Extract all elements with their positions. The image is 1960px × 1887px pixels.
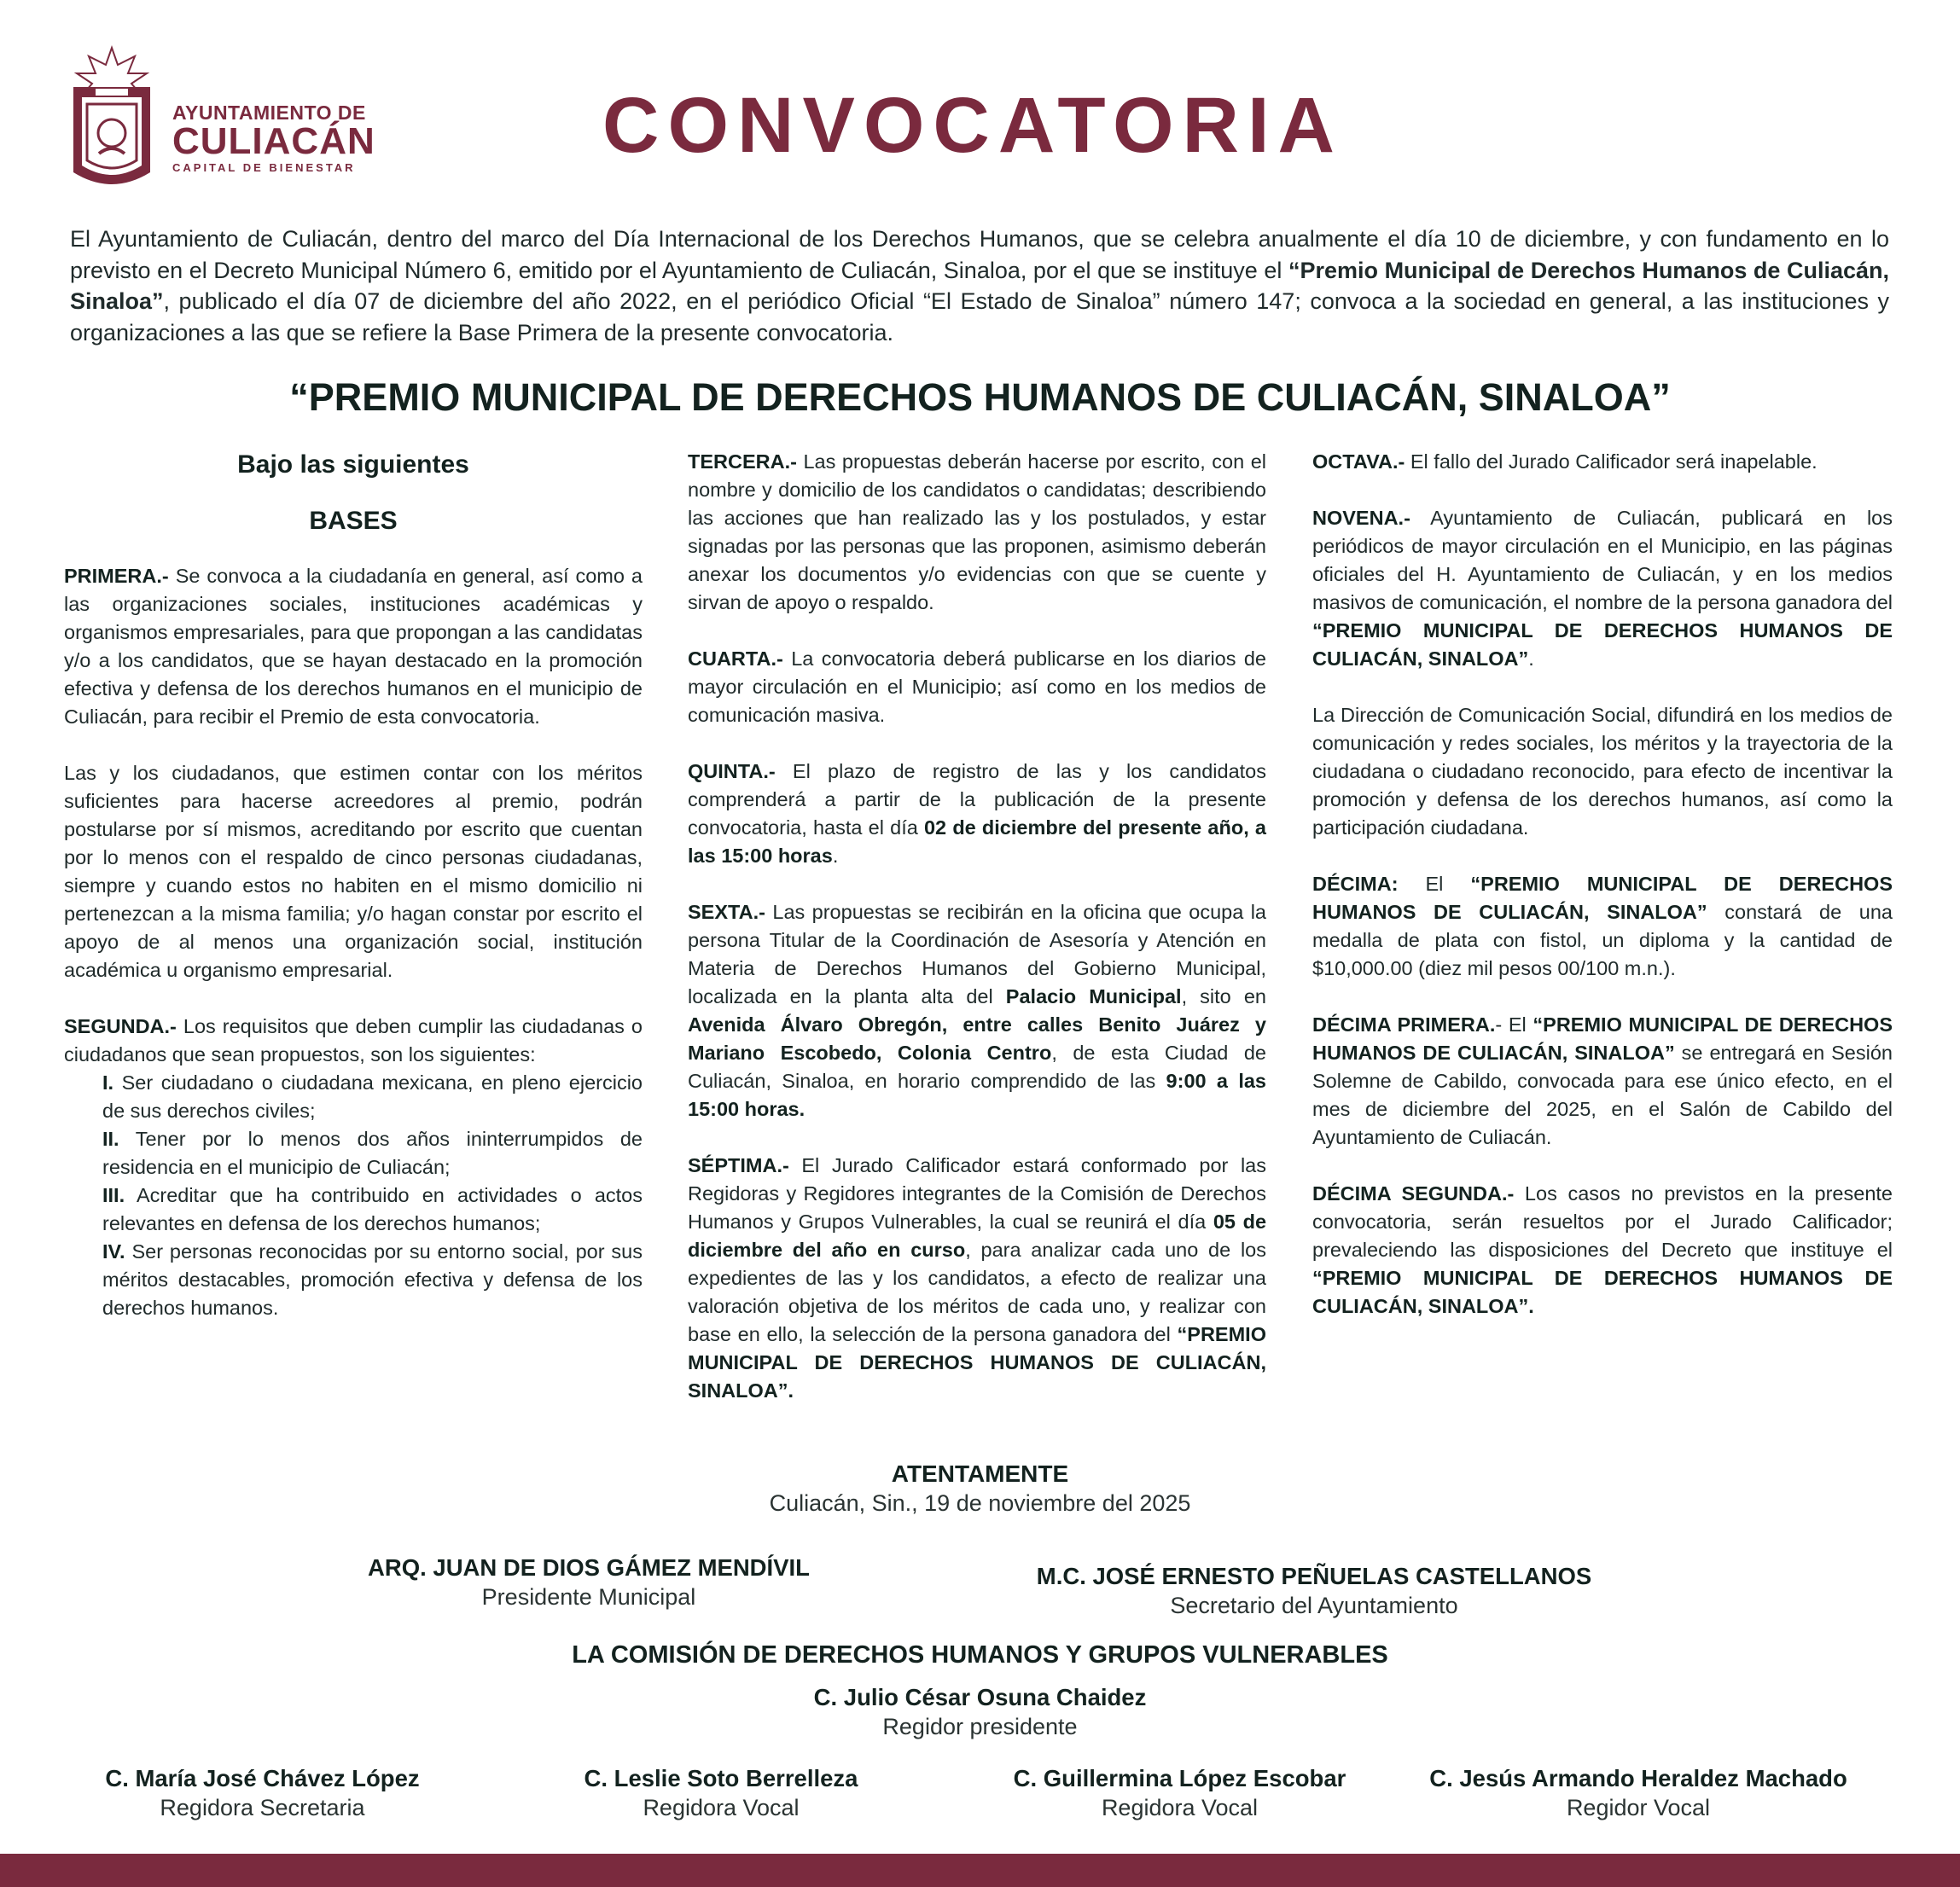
signatory-role: Presidente Municipal: [481, 1584, 696, 1610]
base-text: Las propuestas se recibirán en la oficina que ocupa la persona Titular de la Coordinación de Asesoría y Atención en Materia de Derechos Humanos del Gobierno Municipal, localizada en la planta alta del: [688, 901, 1266, 1007]
prize-name: “PREMIO MUNICIPAL DE DERECHOS HUMANOS DE CULIACÁN, SINALOA”.: [688, 1323, 1266, 1402]
signatory-role: Regidor Vocal: [1566, 1795, 1711, 1820]
bases-heading: BASES: [309, 507, 398, 535]
list-item-number: II.: [102, 1128, 119, 1150]
base-label: QUINTA.-: [688, 760, 776, 782]
coat-of-arms-icon: [65, 44, 159, 194]
base-text: Los requisitos que deben cumplir las ciudadanas o ciudadanos que sean propuestos, son los siguientes:: [64, 1015, 643, 1065]
closing-place-date: Culiacán, Sin., 19 de noviembre del 2025: [769, 1490, 1191, 1516]
intro-prize-name: “Premio Municipal de Derechos Humanos de Culiacán, Sinaloa”: [70, 257, 1889, 314]
base-label: DÉCIMA PRIMERA.: [1312, 1013, 1496, 1036]
requirements-list: [64, 1069, 643, 1322]
column-bases-2: [688, 448, 1266, 1433]
base-septima: [688, 1152, 1266, 1405]
base-text: La convocatoria deberá publicarse en los diarios de mayor circulación en el Municipio; así como en los medios de comunicación masiva.: [688, 647, 1266, 726]
logo-wordmark: [172, 102, 375, 176]
logo-line-3: CAPITAL DE BIENESTAR: [172, 161, 356, 174]
intro-text-rest: , publicado el día 07 de diciembre del año 2022, en el periódico Oficial “El Estado de Sinaloa” número 147; convoca a la sociedad en general, a las instituciones y organizaciones a las que se refiere la Base Primera de la presente convocatoria.: [70, 288, 1889, 345]
prize-title: “PREMIO MUNICIPAL DE DERECHOS HUMANOS DE CULIACÁN, SINALOA”: [289, 375, 1671, 419]
base-text-end: .: [832, 845, 839, 867]
column-bases-1: [64, 448, 643, 1322]
base-text: Se convoca a la ciudadanía en general, así como a las organizaciones sociales, instituciones académicas y organismos empresariales, para que propongan a las candidatas y/o a los candidatos, que se hayan destacado en la promoción efectiva y defensa de los derechos humanos en el municipio de Culiacán, para recibir el Premio de esta convocatoria.: [64, 565, 643, 728]
base-label: SEGUNDA.-: [64, 1015, 177, 1037]
venue-address: Avenida Álvaro Obregón, entre calles Benito Juárez y Mariano Escobedo, Colonia Centro: [688, 1013, 1266, 1064]
base-text: - El: [1495, 1013, 1533, 1036]
base-text: Los casos no previstos en la presente convocatoria, serán resueltos por el Jurado Calificador; prevaleciendo las disposiciones del Decreto que instituye el: [1312, 1182, 1893, 1261]
signatory-name: C. Julio César Osuna Chaidez: [813, 1684, 1147, 1710]
column-bases-3: [1312, 448, 1893, 1349]
base-cuarta: [688, 645, 1266, 729]
list-item: [102, 1125, 643, 1182]
base-decima-segunda: [1312, 1180, 1893, 1321]
signatory-role: Regidor presidente: [882, 1714, 1078, 1739]
base-text: se entregará en Sesión Solemne de Cabildo, convocada para ese único efecto, en el mes de diciembre del 2025, en el Salón de Cabildo del Ayuntamiento de Culiacán.: [1312, 1042, 1893, 1148]
base-primera: [64, 562, 643, 731]
base-octava: [1312, 448, 1893, 476]
base-text: , de esta Ciudad de Culiacán, Sinaloa, en horario comprendido de las: [688, 1042, 1266, 1092]
base-segunda: [64, 1013, 643, 1069]
base-text: El fallo del Jurado Calificador será inapelable.: [1405, 450, 1818, 473]
base-label: SEXTA.-: [688, 901, 765, 923]
closing-atentamente: ATENTAMENTE: [891, 1460, 1069, 1487]
meeting-date: 05 de diciembre del año en curso: [688, 1211, 1267, 1261]
list-item-text: Tener por lo menos dos años ininterrumpidos de residencia en el municipio de Culiacán;: [102, 1128, 643, 1178]
list-item: [102, 1182, 643, 1238]
base-text: El: [1398, 873, 1471, 895]
list-item-text: Ser ciudadano o ciudadana mexicana, en pleno ejercicio de sus derechos civiles;: [102, 1071, 643, 1122]
signature-secretary: [990, 1562, 1638, 1620]
base-novena: [1312, 504, 1893, 673]
deadline-date: 02 de diciembre del presente año, a las 15:00 horas: [688, 816, 1266, 867]
list-item: [102, 1238, 643, 1322]
signatory-role: Regidora Vocal: [1101, 1795, 1259, 1820]
base-text: Ayuntamiento de Culiacán, publicará en los periódicos de mayor circulación en el Municipio, en las páginas oficiales del H. Ayuntamiento de Culiacán, y en los medios masivos de comunicación, el nombre de la persona ganadora del: [1312, 507, 1893, 613]
footer-bar: [0, 1854, 1960, 1887]
base-label: CUARTA.-: [688, 647, 783, 670]
base-sexta: [688, 898, 1266, 1123]
closing-block: [0, 1460, 1960, 1518]
signature-member: [964, 1764, 1395, 1822]
signature-member: [51, 1764, 474, 1822]
bases-intro-heading: Bajo las siguientes: [237, 450, 469, 479]
ayuntamiento-logo: [65, 44, 389, 196]
base-label: NOVENA.-: [1312, 507, 1410, 529]
logo-line-1: AYUNTAMIENTO DE: [172, 102, 366, 124]
base-text-end: .: [1528, 647, 1534, 670]
signatory-name: C. Guillermina López Escobar: [1013, 1765, 1346, 1791]
signature-member: [512, 1764, 930, 1822]
list-item-number: IV.: [102, 1240, 125, 1263]
base-text: , para analizar cada uno de los expedientes de las y los candidatos, a efecto de realizar una valoración objetiva de los méritos de cada uno, y realizar con base en ello, la selección de la persona ganadora del: [688, 1239, 1266, 1345]
list-item: [102, 1069, 643, 1125]
base-text: El Jurado Calificador estará conformado por las Regidoras y Regidores integrantes de la Comisión de Derechos Humanos y Grupos Vulnerables, la cual se reunirá el día: [688, 1154, 1266, 1233]
prize-name: “PREMIO MUNICIPAL DE DERECHOS HUMANOS DE CULIACÁN, SINALOA”.: [1312, 1267, 1893, 1317]
signatory-name: ARQ. JUAN DE DIOS GÁMEZ MENDÍVIL: [368, 1554, 810, 1581]
list-item-text: Ser personas reconocidas por su entorno social, por sus méritos destacables, promoción efectiva y defensa de los derechos humanos.: [102, 1240, 643, 1319]
list-item-number: III.: [102, 1184, 125, 1206]
intro-paragraph: [70, 224, 1889, 348]
signatory-role: Regidora Secretaria: [160, 1795, 365, 1820]
commission-block: [0, 1640, 1960, 1669]
base-text: constará de una medalla de plata con fistol, un diploma y la cantidad de $10,000.00 (diez mil pesos 00/100 m.n.).: [1312, 901, 1893, 979]
base-primera-p2: Las y los ciudadanos, que estimen contar con los méritos suficientes para hacerse acreedores al premio, podrán postularse por sí mismos, acreditando por escrito que cuentan por lo menos con el respaldo de cinco personas ciudadanas, siempre y cuando estos no habiten en el mismo domicilio ni pertenezcan a la misma familia; y/o hagan constar por escrito el apoyo de al menos una organización social, institución académica u organismo empresarial.: [64, 762, 643, 981]
base-label: DÉCIMA:: [1312, 873, 1399, 895]
list-item-text: Acreditar que ha contribuido en actividades o actos relevantes en defensa de los derechos humanos;: [102, 1184, 643, 1234]
base-label: TERCERA.-: [688, 450, 797, 473]
base-decima: [1312, 870, 1893, 983]
base-text: El plazo de registro de las y los candidatos comprenderá a partir de la publicación de la presente convocatoria, hasta el día: [688, 760, 1266, 839]
base-label: SÉPTIMA.-: [688, 1154, 789, 1176]
signatory-name: C. Jesús Armando Heraldez Machado: [1429, 1765, 1847, 1791]
signatory-role: Regidora Vocal: [643, 1795, 800, 1820]
commission-title: LA COMISIÓN DE DERECHOS HUMANOS Y GRUPOS VULNERABLES: [572, 1641, 1388, 1669]
base-tercera: [688, 448, 1266, 617]
venue-name: Palacio Municipal: [1005, 985, 1182, 1007]
signature-member: [1399, 1764, 1877, 1822]
signatory-name: M.C. JOSÉ ERNESTO PEÑUELAS CASTELLANOS: [1036, 1563, 1592, 1589]
base-decima-primera: [1312, 1011, 1893, 1152]
prize-name: “PREMIO MUNICIPAL DE DERECHOS HUMANOS DE CULIACÁN, SINALOA”: [1312, 619, 1893, 670]
prize-name: “PREMIO MUNICIPAL DE DERECHOS HUMANOS DE CULIACÁN, SINALOA”: [1312, 1013, 1893, 1064]
base-quinta: [688, 758, 1266, 870]
page-title: CONVOCATORIA: [602, 82, 1343, 169]
signature-president: [324, 1553, 853, 1611]
base-novena-p2: La Dirección de Comunicación Social, difundirá en los medios de comunicación y redes sociales, los méritos y la trayectoria de la ciudadana o ciudadano reconocido, para efecto de incentivar la promoción y defensa de los derechos humanos, así como la participación ciudadana.: [1312, 704, 1893, 839]
base-text: , sito en: [1181, 985, 1266, 1007]
base-text: Las propuestas deberán hacerse por escrito, con el nombre y domicilio de los candidatos o candidatas; describiendo las acciones que han realizado las y los postulados, y estar signadas por las personas que las proponen, asimismo deberán anexar los documentos y/o evidencias con que se cuente y sirvan de apoyo o respaldo.: [688, 450, 1266, 613]
signatory-role: Secretario del Ayuntamiento: [1170, 1593, 1458, 1618]
intro-text: El Ayuntamiento de Culiacán, dentro del marco del Día Internacional de los Derechos Humanos, que se celebra anualmente el día 10 de diciembre, y con fundamento en lo previsto en el Decreto Municipal Número 6, emitido por el Ayuntamiento de Culiacán, Sinaloa, por el que se instituye el: [70, 226, 1889, 283]
logo-line-2: CULIACÁN: [172, 120, 375, 162]
list-item-number: I.: [102, 1071, 114, 1094]
signatory-name: C. Leslie Soto Berrelleza: [584, 1765, 858, 1791]
signatory-name: C. María José Chávez López: [105, 1765, 420, 1791]
office-hours: 9:00 a las 15:00 horas.: [688, 1070, 1266, 1120]
commission-president: [0, 1683, 1960, 1741]
prize-name: “PREMIO MUNICIPAL DE DERECHOS HUMANOS DE CULIACÁN, SINALOA”: [1312, 873, 1893, 923]
base-label: OCTAVA.-: [1312, 450, 1405, 473]
base-label: DÉCIMA SEGUNDA.-: [1312, 1182, 1515, 1205]
base-label: PRIMERA.-: [64, 565, 169, 587]
